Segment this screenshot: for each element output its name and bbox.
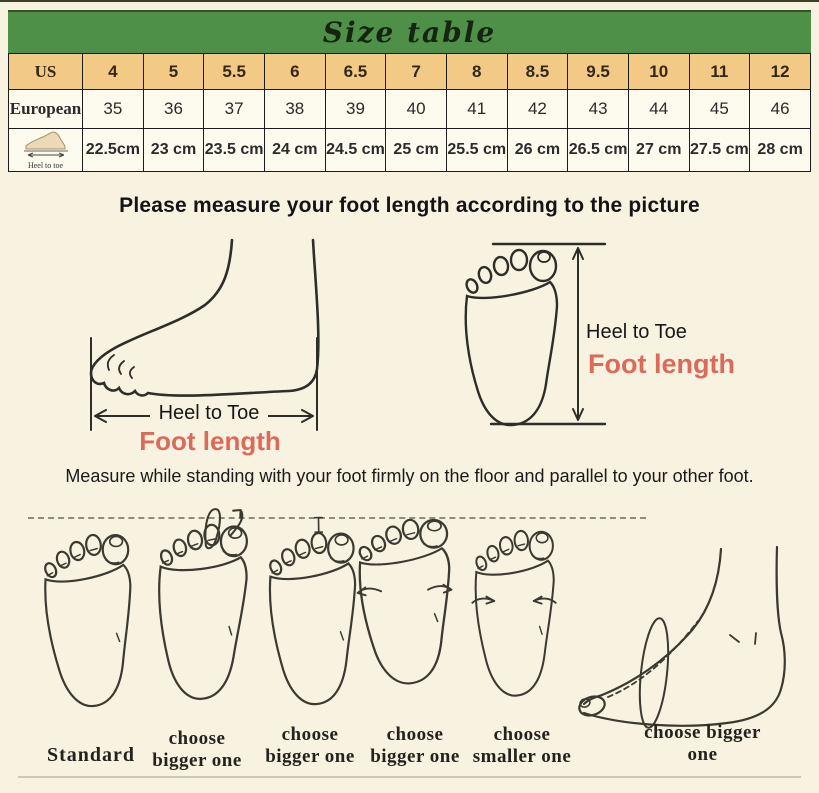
eu-size-cell: 45: [689, 90, 750, 129]
footprint-toe-gap: [260, 513, 364, 717]
us-size-cell: 12: [750, 54, 811, 90]
heel-to-toe-row-label: Heel to toe: [27, 160, 64, 170]
size-table-title-bar: [8, 10, 811, 53]
side-foot-length-label: Foot length: [139, 426, 281, 456]
cm-cell: 23.5 cm: [204, 129, 265, 172]
cm-cell: 22.5cm: [83, 129, 144, 172]
side-heel-to-toe-label: Heel to Toe: [150, 402, 268, 424]
us-size-cell: 8.5: [507, 54, 568, 90]
us-size-cell: 4: [83, 54, 144, 90]
european-size-row: [9, 90, 811, 129]
eu-size-cell: 39: [325, 90, 386, 129]
cm-cell: 27 cm: [628, 129, 689, 172]
footprint-long-toe: [146, 501, 255, 712]
heel-to-toe-row: [9, 129, 811, 172]
high-instep-foot-diagram: [570, 537, 802, 739]
eu-size-cell: 36: [143, 90, 204, 129]
eu-size-cell: 46: [750, 90, 811, 129]
cm-cell: 26 cm: [507, 129, 568, 172]
european-row-header: European: [9, 90, 83, 129]
eu-size-cell: 35: [83, 90, 144, 129]
us-size-cell: 9.5: [568, 54, 629, 90]
fit-label-bigger-1: choose bigger one: [152, 728, 242, 771]
sole-heel-to-toe-label: Heel to Toe: [586, 321, 687, 343]
cm-cell: 25.5 cm: [446, 129, 507, 172]
fit-label-smaller: choose smaller one: [472, 724, 572, 767]
size-table-title: Size table: [322, 16, 497, 49]
mini-foot-icon: [22, 131, 70, 159]
cm-cell: 25 cm: [386, 129, 447, 172]
eu-size-cell: 37: [204, 90, 265, 129]
us-size-cell: 10: [628, 54, 689, 90]
us-size-cell: 8: [446, 54, 507, 90]
footprint-wide: [349, 510, 461, 697]
cm-cell: 24.5 cm: [325, 129, 386, 172]
eu-size-cell: 42: [507, 90, 568, 129]
cm-cell: 28 cm: [750, 129, 811, 172]
footprint-standard: [35, 525, 142, 719]
us-size-cell: 5.5: [204, 54, 265, 90]
fit-label-bigger-4: choose bigger one: [644, 722, 761, 765]
eu-size-cell: 41: [446, 90, 507, 129]
sole-foot-length-label: Foot length: [588, 349, 735, 379]
measure-heading: Please measure your foot length according to the picture: [119, 194, 700, 217]
eu-size-cell: 44: [628, 90, 689, 129]
bottom-divider-line: [18, 776, 801, 778]
cm-cell: 26.5 cm: [568, 129, 629, 172]
fit-label-bigger-3: choose bigger one: [370, 724, 460, 767]
cm-cell: 23 cm: [143, 129, 204, 172]
fit-label-standard: Standard: [46, 744, 136, 766]
heel-to-toe-row-header: [9, 129, 83, 172]
eu-size-cell: 43: [568, 90, 629, 129]
size-table: [8, 53, 811, 172]
cm-cell: 24 cm: [264, 129, 325, 172]
cm-cell: 27.5 cm: [689, 129, 750, 172]
us-size-cell: 7: [386, 54, 447, 90]
eu-size-cell: 40: [386, 90, 447, 129]
us-size-row: [9, 54, 811, 90]
standing-note: Measure while standing with your foot firmly on the floor and parallel to your other foot.: [65, 466, 754, 486]
us-size-cell: 6: [264, 54, 325, 90]
footprint-narrow: [468, 519, 560, 711]
us-size-cell: 6.5: [325, 54, 386, 90]
us-size-cell: 5: [143, 54, 204, 90]
us-row-header: US: [9, 54, 83, 90]
eu-size-cell: 38: [264, 90, 325, 129]
us-size-cell: 11: [689, 54, 750, 90]
fit-label-bigger-2: choose bigger one: [265, 724, 355, 767]
top-border-line: [0, 0, 819, 2]
